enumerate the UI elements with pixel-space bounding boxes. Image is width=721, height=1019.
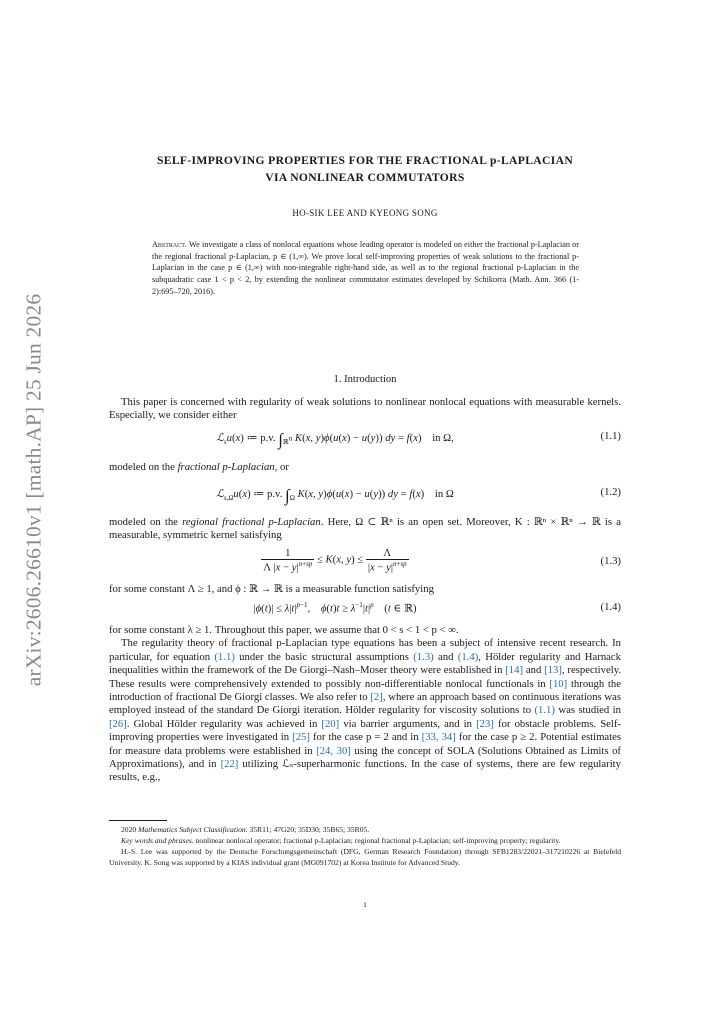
- text-span: . Global Hölder regularity was achieved in: [126, 717, 322, 730]
- text-span: 2020: [121, 825, 139, 834]
- section-heading-introduction: 1. Introduction: [333, 374, 397, 385]
- emphasis-term: fractional p-Laplacian: [177, 461, 275, 473]
- text-span: , where an approach based on continuous iterations was employed instead of the standard De Giorgi iteration. Hölder regularity for viscosity solutions to: [109, 691, 621, 717]
- emphasis-term: regional fractional p-Laplacian: [182, 516, 321, 528]
- text-span: through the introduction of fractional De Giorgi classes. We also refer to: [109, 677, 621, 704]
- citation-link[interactable]: [23]: [476, 717, 494, 730]
- intro-paragraph-5: [109, 637, 621, 784]
- citation-link[interactable]: [13]: [544, 664, 562, 677]
- equation-1-3: [109, 545, 621, 579]
- citation-link[interactable]: [24, 30]: [316, 744, 351, 757]
- arxiv-sidebar-stamp: [16, 290, 52, 690]
- equation-ref-link[interactable]: (1.3): [413, 650, 434, 663]
- equation-ref-link[interactable]: (1.1): [214, 650, 235, 663]
- citation-link[interactable]: [14]: [505, 664, 524, 677]
- arxiv-id-label: arXiv:2606.26610v1 [math.AP] 25 Jun 2026: [21, 293, 46, 687]
- equation-1-2: [109, 486, 621, 510]
- intro-paragraph-4: [109, 624, 621, 785]
- text-span: and: [433, 650, 458, 663]
- text-span: and: [523, 664, 545, 677]
- text-span: under the basic structural assumptions: [234, 650, 414, 663]
- citation-link[interactable]: [10]: [549, 677, 568, 690]
- intro-paragraph-2: [109, 516, 621, 543]
- paragraph-text: for some constant Λ ≥ 1, and ϕ : ℝ → ℝ is a measurable function satisfying: [109, 583, 434, 595]
- author-list: HO-SIK LEE AND KYEONG SONG: [292, 208, 438, 218]
- text-span: , respectively. These results were comprehensively extended to possibly non-differentiable nonlocal functionals in: [109, 664, 622, 690]
- text-span: was studied in: [554, 704, 621, 717]
- equation-formula: ℒ$_{s,\Omega}$u(x) ≔ p.v. $\int_\Omega$ K(x, y)ϕ(u(x) − u(y)) dy = f(x) in Ω: [216, 486, 454, 505]
- page-number: 1: [363, 900, 367, 909]
- equation-number: (1.2): [600, 486, 621, 498]
- footnote-label: Key words and phrases.: [121, 836, 194, 845]
- title-line-2: VIA NONLINEAR COMMUTATORS: [265, 171, 465, 184]
- abstract: [152, 239, 579, 298]
- paragraph-text: for some constant λ ≥ 1. Throughout this paper, we assume that 0 < s < 1 < p < ∞.: [109, 624, 459, 636]
- text-span: via barrier arguments, and in: [339, 717, 477, 730]
- text-span: The regularity theory of fractional p-Laplacian type equations has been a subject of intensive recent research. In particular, for equation: [109, 637, 621, 663]
- text-span: for the case p ≥ 2. Potential estimates for measure data problems were established in: [109, 731, 622, 757]
- citation-link[interactable]: [20]: [321, 717, 340, 730]
- text-span: . Here, Ω ⊂ ℝⁿ is an open set. Moreover, K : ℝⁿ × ℝⁿ → ℝ is a measurable, symmetric kernel satisfying: [109, 516, 621, 542]
- text-span: nonlinear nonlocal operator; fractional p-Laplacian; regional fractional p-Laplacian; self-improving property; regularity.: [193, 836, 561, 845]
- text-span: modeled on the: [109, 461, 178, 473]
- msc-footnote: [109, 824, 621, 835]
- citation-link[interactable]: [25]: [292, 731, 310, 744]
- text-span: modeled on the: [109, 516, 183, 528]
- citation-link[interactable]: [33, 34]: [421, 731, 456, 744]
- intro-paragraph-1: [109, 396, 621, 423]
- citation-link[interactable]: [22]: [220, 758, 239, 771]
- abstract-text: We investigate a class of nonlocal equations whose leading operator is modeled on either the fractional p-Laplacian or the regional fractional p-Laplacian, p ∈ (1,∞). We prove local self-improving properties of weak solutions to the fractional p-Laplacian in the case p ∈ (1,∞) with non-integrable right-hand side, as well as to the regional fractional p-Laplacian in the subquadratic case 1 < p < 2, by extending the nonlinear commutator estimates developed by Schikorra (Math. Ann. 366 (1-2):695–720, 2016).: [152, 240, 579, 296]
- equation-formula: $\frac{1}{\Lambda |x - y|^{n+sp}}$ ≤ K(x, y) ≤ $\frac{\Lambda}{|x - y|^{n+sp}}$: [263, 547, 407, 574]
- equation-formula: $|\phi(t)| \le \lambda|t|^{p-1}$, $\phi(t)t \ge \lambda^{-1}|t|^p$ (t ∈ ℝ): [253, 601, 417, 615]
- equation-formula: ℒ$_s$u(x) ≔ p.v. $\int_{ℝ^n}$ K(x, y)ϕ(u(x) − u(y)) dy = f(x) in Ω,: [216, 430, 454, 449]
- fraction: $\frac{\Lambda}{|x - y|^{n+sp}}$: [367, 547, 407, 574]
- footnote-divider: [109, 820, 167, 821]
- equation-1-4: [109, 601, 621, 617]
- title-line-1: SELF-IMPROVING PROPERTIES FOR THE FRACTIONAL p-LAPLACIAN: [156, 154, 574, 167]
- text-span: , Hölder regularity and Harnack inequalities within the framework of the De Giorgi–Nash–Moser theory were established in: [109, 650, 622, 677]
- after-equation-1-text: [109, 461, 621, 474]
- equation-ref-link[interactable]: (1.1): [534, 704, 555, 717]
- paragraph-text: This paper is concerned with regularity of weak solutions to nonlinear nonlocal equations with measurable kernels. Especially, we consider either: [109, 396, 621, 422]
- keywords-footnote: [109, 835, 621, 846]
- footnote-label: Mathematics Subject Classification.: [138, 825, 248, 834]
- equation-1-1: [109, 430, 621, 454]
- paper-title: [100, 152, 630, 186]
- intro-paragraph-3: [109, 583, 621, 596]
- text-span: utilizing ℒₛ-superharmonic functions. In the case of systems, there are few regularity results, e.g.,: [109, 758, 621, 784]
- text-span: for the case p = 2 and in: [309, 731, 422, 744]
- equation-number: (1.1): [600, 430, 621, 442]
- funding-footnote: H.-S. Lee was supported by the Deutsche Forschungsgemeinschaft (DFG, German Research Foundation) through SFB1283/22021–317210226 at Bielefeld University. K. Song was supported by a KIAS individual grant (MG091702) at Korea Institute for Advanced Study.: [109, 847, 621, 867]
- text-span: for obstacle problems. Self-improving properties were investigated in: [109, 717, 621, 744]
- text-span: , or: [274, 461, 289, 473]
- abstract-label: Abstract.: [152, 240, 187, 249]
- equation-number: (1.3): [600, 555, 621, 567]
- equation-ref-link[interactable]: (1.4): [457, 650, 479, 663]
- citation-link[interactable]: [26]: [109, 717, 127, 730]
- footnotes: [109, 824, 621, 868]
- fraction: $\frac{1}{\Lambda |x - y|^{n+sp}}$: [263, 547, 313, 574]
- citation-link[interactable]: [2]: [370, 691, 383, 704]
- equation-number: (1.4): [600, 601, 621, 613]
- text-span: 35R11; 47G20; 35D30; 35B65; 35R05.: [247, 825, 370, 834]
- text-span: using the concept of SOLA (Solutions Obtained as Limits of Approximations), and in: [109, 744, 621, 771]
